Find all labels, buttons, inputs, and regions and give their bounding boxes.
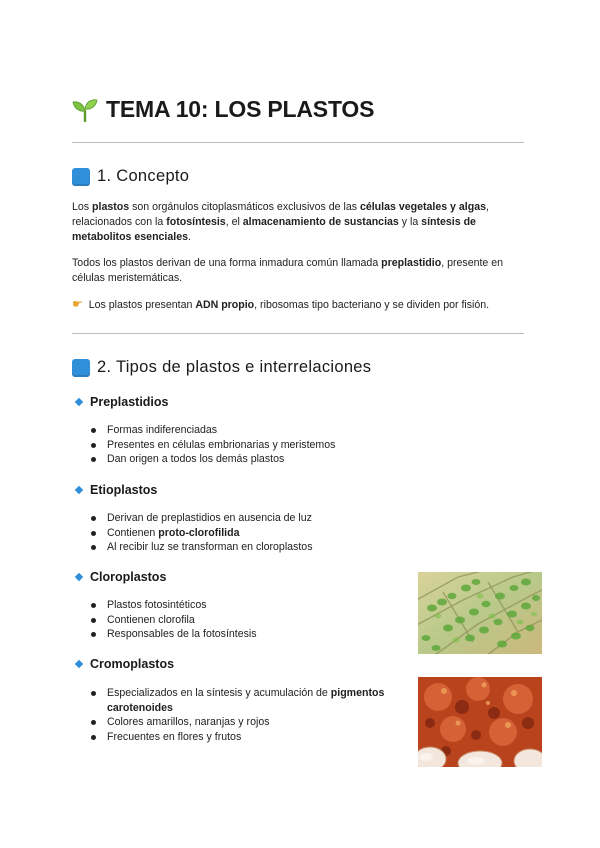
list-preplastidios <box>90 423 335 467</box>
page-title <box>72 96 374 123</box>
blue-square-icon <box>72 359 90 377</box>
title-text: TEMA 10: LOS PLASTOS <box>106 96 375 122</box>
list-item: Contienen proto-clorofilida <box>90 526 313 541</box>
list-item: Frecuentes en flores y frutos <box>90 730 390 745</box>
concept-paragraph-1: Los plastos son orgánulos citoplasmáticos exclusivos de las células vegetales y algas, relacionados con la fotosíntesis, el almacenamiento de sustancias y la síntesis de metabolitos esenciales. <box>72 201 489 243</box>
chromoplast-micrograph <box>418 677 542 767</box>
blue-diamond-icon <box>75 486 83 494</box>
list-item: Plastos fotosintéticos <box>90 598 257 613</box>
list-etioplastos <box>90 511 313 555</box>
subheading-cromoplastos: Cromoplastos <box>76 657 174 671</box>
chloroplast-micrograph <box>418 572 542 654</box>
list-cromoplastos <box>90 686 390 744</box>
list-item: Contienen clorofila <box>90 613 257 628</box>
blue-square-icon <box>72 168 90 186</box>
list-item: Dan origen a todos los demás plastos <box>90 452 335 467</box>
blue-diamond-icon <box>75 573 83 581</box>
list-item: Formas indiferenciadas <box>90 423 335 438</box>
list-item: Colores amarillos, naranjas y rojos <box>90 715 390 730</box>
list-item: Al recibir luz se transforman en cloroplastos <box>90 540 313 555</box>
divider <box>72 142 524 143</box>
section-heading-text: 1. Concepto <box>97 167 190 185</box>
list-cloroplastos <box>90 598 257 642</box>
subheading-preplastidios: Preplastidios <box>76 395 169 409</box>
divider <box>72 333 524 334</box>
list-item: Especializados en la síntesis y acumulación de pigmentos carotenoides <box>90 686 390 715</box>
section-heading-text: 2. Tipos de plastos e interrelaciones <box>97 358 372 376</box>
concept-paragraph-2: Todos los plastos derivan de una forma inmadura común llamada preplastidio, presente en células meristemáticas. <box>72 257 504 284</box>
sprout-icon <box>72 97 98 123</box>
section-heading-concepto <box>72 167 189 186</box>
list-item: Presentes en células embrionarias y meristemos <box>90 438 335 453</box>
pointing-hand-icon: ☛ <box>72 297 83 311</box>
section-heading-tipos <box>72 358 371 377</box>
subheading-cloroplastos: Cloroplastos <box>76 570 166 584</box>
concept-note: ☛ Los plastos presentan ADN propio, ribosomas tipo bacteriano y se dividen por fisión. <box>72 297 490 311</box>
blue-diamond-icon <box>75 660 83 668</box>
list-item: Derivan de preplastidios en ausencia de luz <box>90 511 313 526</box>
subheading-etioplastos: Etioplastos <box>76 483 157 497</box>
list-item: Responsables de la fotosíntesis <box>90 627 257 642</box>
blue-diamond-icon <box>75 398 83 406</box>
